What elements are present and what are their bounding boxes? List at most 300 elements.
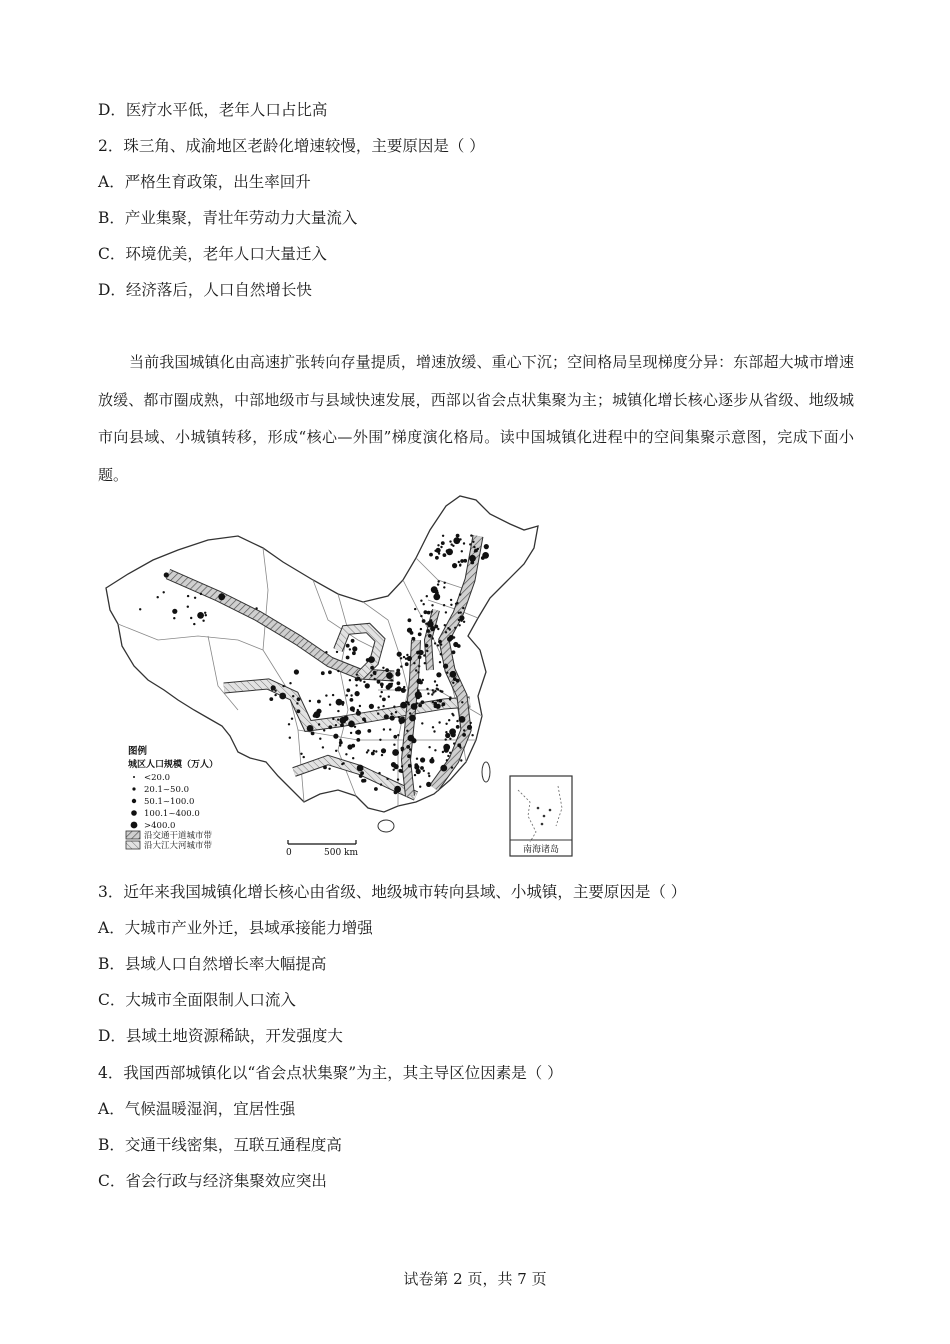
city-dot bbox=[350, 698, 354, 702]
city-dot bbox=[422, 619, 426, 623]
city-dot bbox=[409, 748, 411, 750]
city-dot bbox=[411, 703, 418, 710]
city-dot bbox=[407, 702, 409, 704]
city-dot bbox=[425, 623, 427, 625]
city-dot bbox=[321, 671, 325, 675]
city-dot bbox=[393, 744, 395, 746]
city-dot bbox=[434, 749, 436, 751]
city-dot bbox=[289, 737, 291, 739]
city-dot bbox=[484, 544, 489, 549]
china-urbanization-map bbox=[98, 490, 578, 860]
city-dot bbox=[365, 683, 370, 688]
city-dot bbox=[323, 766, 327, 770]
city-dot bbox=[451, 766, 453, 768]
city-dot bbox=[311, 732, 315, 736]
city-dot bbox=[381, 754, 383, 756]
city-dot bbox=[325, 694, 327, 696]
city-dot bbox=[441, 541, 445, 545]
city-dot bbox=[456, 725, 460, 729]
city-dot bbox=[341, 701, 345, 705]
city-dot bbox=[445, 738, 447, 740]
city-dot bbox=[398, 716, 400, 718]
city-dot bbox=[386, 672, 393, 679]
city-dot bbox=[420, 615, 422, 617]
taiwan-island bbox=[482, 762, 490, 782]
city-dot bbox=[393, 769, 395, 771]
city-dot bbox=[400, 702, 407, 709]
city-dot bbox=[386, 685, 391, 690]
city-dot bbox=[470, 722, 472, 724]
city-dot bbox=[444, 624, 446, 626]
city-dot bbox=[164, 572, 169, 577]
city-dot bbox=[439, 661, 441, 663]
city-dot bbox=[410, 631, 414, 635]
city-dot bbox=[397, 652, 402, 657]
city-dot bbox=[395, 671, 400, 676]
city-dot bbox=[445, 733, 450, 738]
city-dot bbox=[359, 679, 361, 681]
city-dot bbox=[163, 591, 165, 593]
page-footer: 试卷第 2 页，共 7 页 bbox=[403, 1270, 547, 1288]
city-dot bbox=[427, 611, 431, 615]
city-dot bbox=[436, 672, 441, 677]
city-dot bbox=[339, 739, 341, 741]
city-dot bbox=[471, 734, 473, 736]
city-dot bbox=[451, 543, 453, 545]
city-dot bbox=[380, 783, 382, 785]
city-dot bbox=[370, 674, 372, 676]
city-dot bbox=[405, 658, 407, 660]
city-dot bbox=[173, 617, 175, 619]
city-dot bbox=[205, 614, 207, 616]
scale-bar bbox=[286, 840, 358, 858]
city-dot bbox=[458, 624, 460, 626]
city-dot bbox=[437, 688, 439, 690]
city-dot bbox=[382, 698, 386, 702]
city-dot bbox=[426, 782, 431, 787]
city-dot bbox=[413, 662, 415, 664]
city-dot bbox=[436, 590, 438, 592]
city-dot bbox=[450, 604, 452, 606]
q3-stem: 3．近年来我国城镇化增长核心由省级、地级城市转向县域、小城镇，主要原因是（ ） bbox=[98, 883, 687, 901]
city-dot bbox=[445, 723, 447, 725]
q3-option-c: C．大城市全面限制人口流入 bbox=[98, 991, 296, 1009]
city-dot bbox=[297, 697, 301, 701]
city-dot bbox=[354, 726, 356, 728]
legend-item-5: >400.0 bbox=[144, 821, 176, 831]
city-dot bbox=[341, 763, 343, 765]
city-dot bbox=[424, 610, 428, 614]
city-dot bbox=[446, 759, 448, 761]
city-dot bbox=[384, 714, 389, 719]
city-dot bbox=[357, 709, 359, 711]
city-dot bbox=[337, 670, 339, 672]
city-dot bbox=[374, 678, 376, 680]
scale-label: 500 km bbox=[324, 848, 359, 858]
city-dot bbox=[416, 758, 418, 760]
city-dot bbox=[374, 673, 376, 675]
city-dot bbox=[452, 650, 456, 654]
city-dot bbox=[449, 628, 451, 630]
city-dot bbox=[385, 668, 389, 672]
city-dot bbox=[454, 627, 456, 629]
city-dot bbox=[427, 621, 434, 628]
city-dot bbox=[473, 546, 475, 548]
city-dot bbox=[459, 593, 461, 595]
city-dot bbox=[422, 679, 424, 681]
city-dot bbox=[395, 688, 399, 692]
city-dot bbox=[461, 701, 463, 703]
city-dot bbox=[187, 606, 189, 608]
city-dot bbox=[461, 617, 463, 619]
city-dot bbox=[456, 602, 458, 604]
city-dot bbox=[432, 689, 434, 691]
city-dot bbox=[470, 534, 472, 536]
city-dot bbox=[432, 691, 434, 693]
city-dot bbox=[443, 586, 445, 588]
city-dot bbox=[346, 688, 350, 692]
city-dot bbox=[406, 730, 408, 732]
city-dot bbox=[438, 580, 440, 582]
city-dot bbox=[454, 673, 456, 675]
city-dot bbox=[460, 559, 464, 563]
city-dot bbox=[190, 617, 192, 619]
city-dot bbox=[157, 596, 159, 598]
city-dot bbox=[423, 603, 425, 605]
city-dot bbox=[418, 691, 420, 693]
city-dot bbox=[172, 609, 177, 614]
city-dot bbox=[449, 540, 451, 542]
city-dot bbox=[347, 744, 352, 749]
city-dot bbox=[382, 667, 384, 669]
city-dot bbox=[356, 711, 361, 716]
hainan-island bbox=[378, 820, 394, 832]
city-dot bbox=[401, 747, 405, 751]
city-dot bbox=[370, 666, 374, 670]
city-dot bbox=[352, 710, 354, 712]
city-dot bbox=[434, 625, 436, 627]
city-dot bbox=[431, 604, 433, 606]
city-dot bbox=[452, 714, 454, 716]
city-dot bbox=[352, 651, 356, 655]
city-dot bbox=[367, 749, 369, 751]
legend-item-1: <20.0 bbox=[144, 773, 171, 783]
city-dot bbox=[288, 723, 290, 725]
city-dot bbox=[436, 548, 441, 553]
city-dot bbox=[446, 549, 450, 553]
city-dot bbox=[202, 620, 204, 622]
city-dot bbox=[434, 642, 436, 644]
city-dot bbox=[409, 715, 416, 722]
city-dot bbox=[297, 709, 301, 713]
city-dot bbox=[461, 550, 463, 552]
city-dot bbox=[463, 621, 465, 623]
city-dot bbox=[447, 637, 452, 642]
city-dot bbox=[443, 604, 445, 606]
inset-label: 南海诸岛 bbox=[522, 845, 560, 855]
city-dot bbox=[416, 651, 420, 655]
city-dot bbox=[470, 561, 474, 565]
city-dot bbox=[377, 680, 381, 684]
legend-item-4: 100.1~400.0 bbox=[144, 809, 200, 819]
city-dot bbox=[459, 746, 461, 748]
city-dot bbox=[482, 557, 484, 559]
map-legend bbox=[126, 745, 218, 851]
city-dot bbox=[369, 704, 374, 709]
city-dot bbox=[462, 733, 466, 737]
city-dot bbox=[349, 648, 351, 650]
city-dot bbox=[440, 546, 442, 548]
city-dot bbox=[418, 678, 420, 680]
city-dot bbox=[446, 672, 448, 674]
city-dot bbox=[381, 748, 386, 753]
legend-item-3: 50.1~100.0 bbox=[144, 797, 195, 807]
city-dot bbox=[397, 681, 401, 685]
city-dot bbox=[300, 753, 302, 755]
reading-passage: 当前我国城镇化由高速扩张转向存量提质，增速放缓、重心下沉；空间格局呈现梯度分异：东部超大城市增速放缓、都市圈成熟，中部地级市与县域快速发展，西部以省会点状集聚为主；城镇化增长核心逐步从省级、地级城市向县域、小城镇转移，形成“核心—外围”梯度演化格局。读中国城镇化进程中的空间集聚示意图，完成下面小题。 bbox=[98, 353, 854, 484]
city-dot bbox=[440, 653, 442, 655]
city-dot bbox=[361, 779, 365, 783]
city-dot bbox=[328, 768, 330, 770]
city-dot bbox=[406, 654, 408, 656]
city-dot bbox=[332, 718, 334, 720]
city-dot bbox=[350, 732, 352, 734]
city-dot bbox=[440, 643, 442, 645]
city-dot bbox=[395, 711, 397, 713]
city-dot bbox=[442, 535, 444, 537]
city-dot bbox=[289, 682, 291, 684]
q4-option-c: C．省会行政与经济集聚效应突出 bbox=[98, 1172, 327, 1190]
city-dot bbox=[356, 730, 361, 735]
city-dot bbox=[436, 704, 441, 709]
legend-band-transport: 沿交通干道城市带 bbox=[144, 831, 213, 841]
city-dot bbox=[314, 711, 321, 718]
city-dot bbox=[418, 704, 422, 708]
city-dot bbox=[375, 750, 377, 752]
city-dot bbox=[401, 765, 403, 767]
city-dot bbox=[472, 541, 474, 543]
city-dot bbox=[409, 712, 411, 714]
city-dot bbox=[397, 778, 399, 780]
city-dot bbox=[456, 679, 460, 683]
city-dot bbox=[303, 756, 305, 758]
city-dot bbox=[467, 725, 472, 730]
city-dot bbox=[458, 561, 460, 563]
city-dot bbox=[407, 754, 411, 758]
city-dot bbox=[292, 695, 294, 697]
city-dot bbox=[408, 764, 412, 768]
city-dot bbox=[426, 629, 430, 633]
city-dot bbox=[414, 774, 416, 776]
city-dot bbox=[279, 693, 286, 700]
city-dot bbox=[423, 654, 425, 656]
city-dot bbox=[389, 728, 391, 730]
city-dot bbox=[411, 738, 416, 743]
city-dot bbox=[421, 700, 425, 704]
city-dot bbox=[414, 608, 416, 610]
city-dot bbox=[319, 738, 321, 740]
city-dot bbox=[382, 705, 384, 707]
city-dot bbox=[401, 771, 403, 773]
city-dot bbox=[418, 655, 422, 659]
city-dot bbox=[394, 764, 399, 769]
legend-item-2: 20.1~50.0 bbox=[144, 785, 189, 795]
city-dot bbox=[391, 683, 393, 685]
city-dot bbox=[452, 682, 454, 684]
city-dot bbox=[307, 725, 314, 732]
city-dot bbox=[440, 690, 442, 692]
city-dot bbox=[368, 656, 375, 663]
q4-option-a: A．气候温暖湿润，宜居性强 bbox=[98, 1100, 296, 1118]
city-dot bbox=[432, 637, 434, 639]
city-dot bbox=[345, 753, 347, 755]
city-dot bbox=[271, 685, 276, 690]
city-dot bbox=[378, 772, 380, 774]
city-dot bbox=[424, 662, 426, 664]
q4-option-b: B．交通干线密集，互联互通程度高 bbox=[98, 1136, 342, 1154]
city-dot bbox=[401, 688, 406, 693]
city-dot bbox=[460, 759, 462, 761]
city-dot bbox=[445, 631, 447, 633]
city-dot bbox=[437, 544, 439, 546]
city-dot bbox=[204, 612, 206, 614]
city-dot bbox=[419, 786, 421, 788]
city-dot bbox=[274, 694, 276, 696]
legend-band-river: 沿大江大河城市带 bbox=[144, 841, 213, 851]
city-dot bbox=[426, 650, 428, 652]
city-dot bbox=[187, 595, 189, 597]
q4-stem: 4．我国西部城镇化以“省会点状集聚”为主，其主导区位因素是（ ） bbox=[98, 1064, 563, 1082]
city-dot bbox=[352, 646, 357, 651]
city-dot bbox=[432, 701, 434, 703]
legend-subtitle: 城区人口规模（万人） bbox=[128, 760, 219, 770]
city-dot bbox=[442, 751, 444, 753]
city-dot bbox=[397, 734, 399, 736]
city-dot bbox=[381, 691, 383, 693]
city-dot bbox=[323, 729, 325, 731]
city-dot bbox=[346, 656, 350, 660]
city-dot bbox=[431, 759, 433, 761]
city-dot bbox=[431, 611, 433, 613]
city-dot bbox=[139, 608, 141, 610]
city-dot bbox=[453, 537, 460, 544]
city-dot bbox=[328, 670, 332, 674]
city-dot bbox=[458, 619, 460, 621]
city-dot bbox=[350, 720, 352, 722]
city-dot bbox=[428, 775, 430, 777]
city-dot bbox=[269, 697, 273, 701]
city-dot bbox=[438, 552, 440, 554]
city-dot bbox=[414, 763, 418, 767]
city-dot bbox=[350, 694, 352, 696]
city-dot bbox=[379, 739, 381, 741]
city-dot bbox=[448, 719, 450, 721]
city-dot bbox=[383, 728, 385, 730]
city-dot bbox=[440, 765, 447, 772]
city-dot bbox=[309, 700, 311, 702]
city-dot bbox=[400, 657, 402, 659]
city-dot bbox=[349, 679, 351, 681]
city-dot bbox=[356, 738, 360, 742]
city-dot bbox=[367, 729, 371, 733]
city-dot bbox=[359, 774, 363, 778]
city-dot bbox=[423, 770, 425, 772]
city-dot bbox=[447, 755, 449, 757]
city-dot bbox=[340, 717, 347, 724]
city-dot bbox=[449, 696, 451, 698]
city-dot bbox=[438, 721, 440, 723]
city-dot bbox=[417, 671, 419, 673]
city-dot bbox=[420, 766, 424, 770]
city-dot bbox=[400, 722, 402, 724]
city-dot bbox=[443, 553, 447, 557]
city-dot bbox=[463, 729, 465, 731]
city-dot bbox=[363, 681, 365, 683]
city-dot bbox=[374, 787, 378, 791]
q2-option-b: B．产业集聚，青壮年劳动力大量流入 bbox=[98, 209, 358, 227]
city-dot bbox=[406, 745, 410, 749]
city-dot bbox=[337, 710, 339, 712]
city-dot bbox=[463, 542, 465, 544]
city-dot bbox=[325, 651, 327, 653]
city-dot bbox=[328, 725, 332, 729]
city-dot bbox=[459, 564, 461, 566]
city-dot bbox=[282, 685, 284, 687]
city-dot bbox=[415, 669, 417, 671]
city-dot bbox=[352, 640, 354, 642]
q3-option-a: A．大城市产业外迁，县域承接能力增强 bbox=[98, 919, 373, 937]
city-dot bbox=[393, 706, 395, 708]
city-dot bbox=[405, 662, 409, 666]
city-dot bbox=[388, 696, 390, 698]
city-dot bbox=[318, 723, 320, 725]
city-dot bbox=[449, 738, 451, 740]
city-dot bbox=[421, 722, 423, 724]
city-dot bbox=[434, 680, 436, 682]
city-dot bbox=[474, 549, 478, 553]
city-dot bbox=[445, 611, 447, 613]
city-dot bbox=[317, 700, 321, 704]
q3-option-b: B．县域人口自然增长率大幅提高 bbox=[98, 955, 327, 973]
city-dot bbox=[386, 778, 388, 780]
city-dot bbox=[197, 612, 204, 619]
city-dot bbox=[352, 757, 354, 759]
q3-option-d: D．县域土地资源稀缺，开发强度大 bbox=[98, 1027, 343, 1045]
city-dot bbox=[426, 688, 428, 690]
city-dot bbox=[400, 665, 402, 667]
city-dot bbox=[444, 582, 446, 584]
city-dot bbox=[390, 679, 392, 681]
city-dot bbox=[437, 644, 439, 646]
city-dot bbox=[420, 600, 422, 602]
city-dot bbox=[460, 611, 462, 613]
city-dot bbox=[450, 599, 452, 601]
city-dot bbox=[294, 669, 299, 674]
q2-option-c: C．环境优美，老年人口大量迁入 bbox=[98, 245, 327, 263]
city-dot bbox=[296, 702, 298, 704]
city-dot bbox=[356, 691, 358, 693]
city-dot bbox=[377, 706, 379, 708]
city-dot bbox=[193, 623, 195, 625]
city-dot bbox=[394, 791, 398, 795]
city-dot bbox=[460, 620, 462, 622]
city-dot bbox=[456, 534, 460, 538]
city-dot bbox=[437, 583, 439, 585]
city-dot bbox=[441, 704, 443, 706]
city-dot bbox=[449, 752, 451, 754]
city-dot bbox=[456, 720, 458, 722]
city-dot bbox=[355, 678, 359, 682]
